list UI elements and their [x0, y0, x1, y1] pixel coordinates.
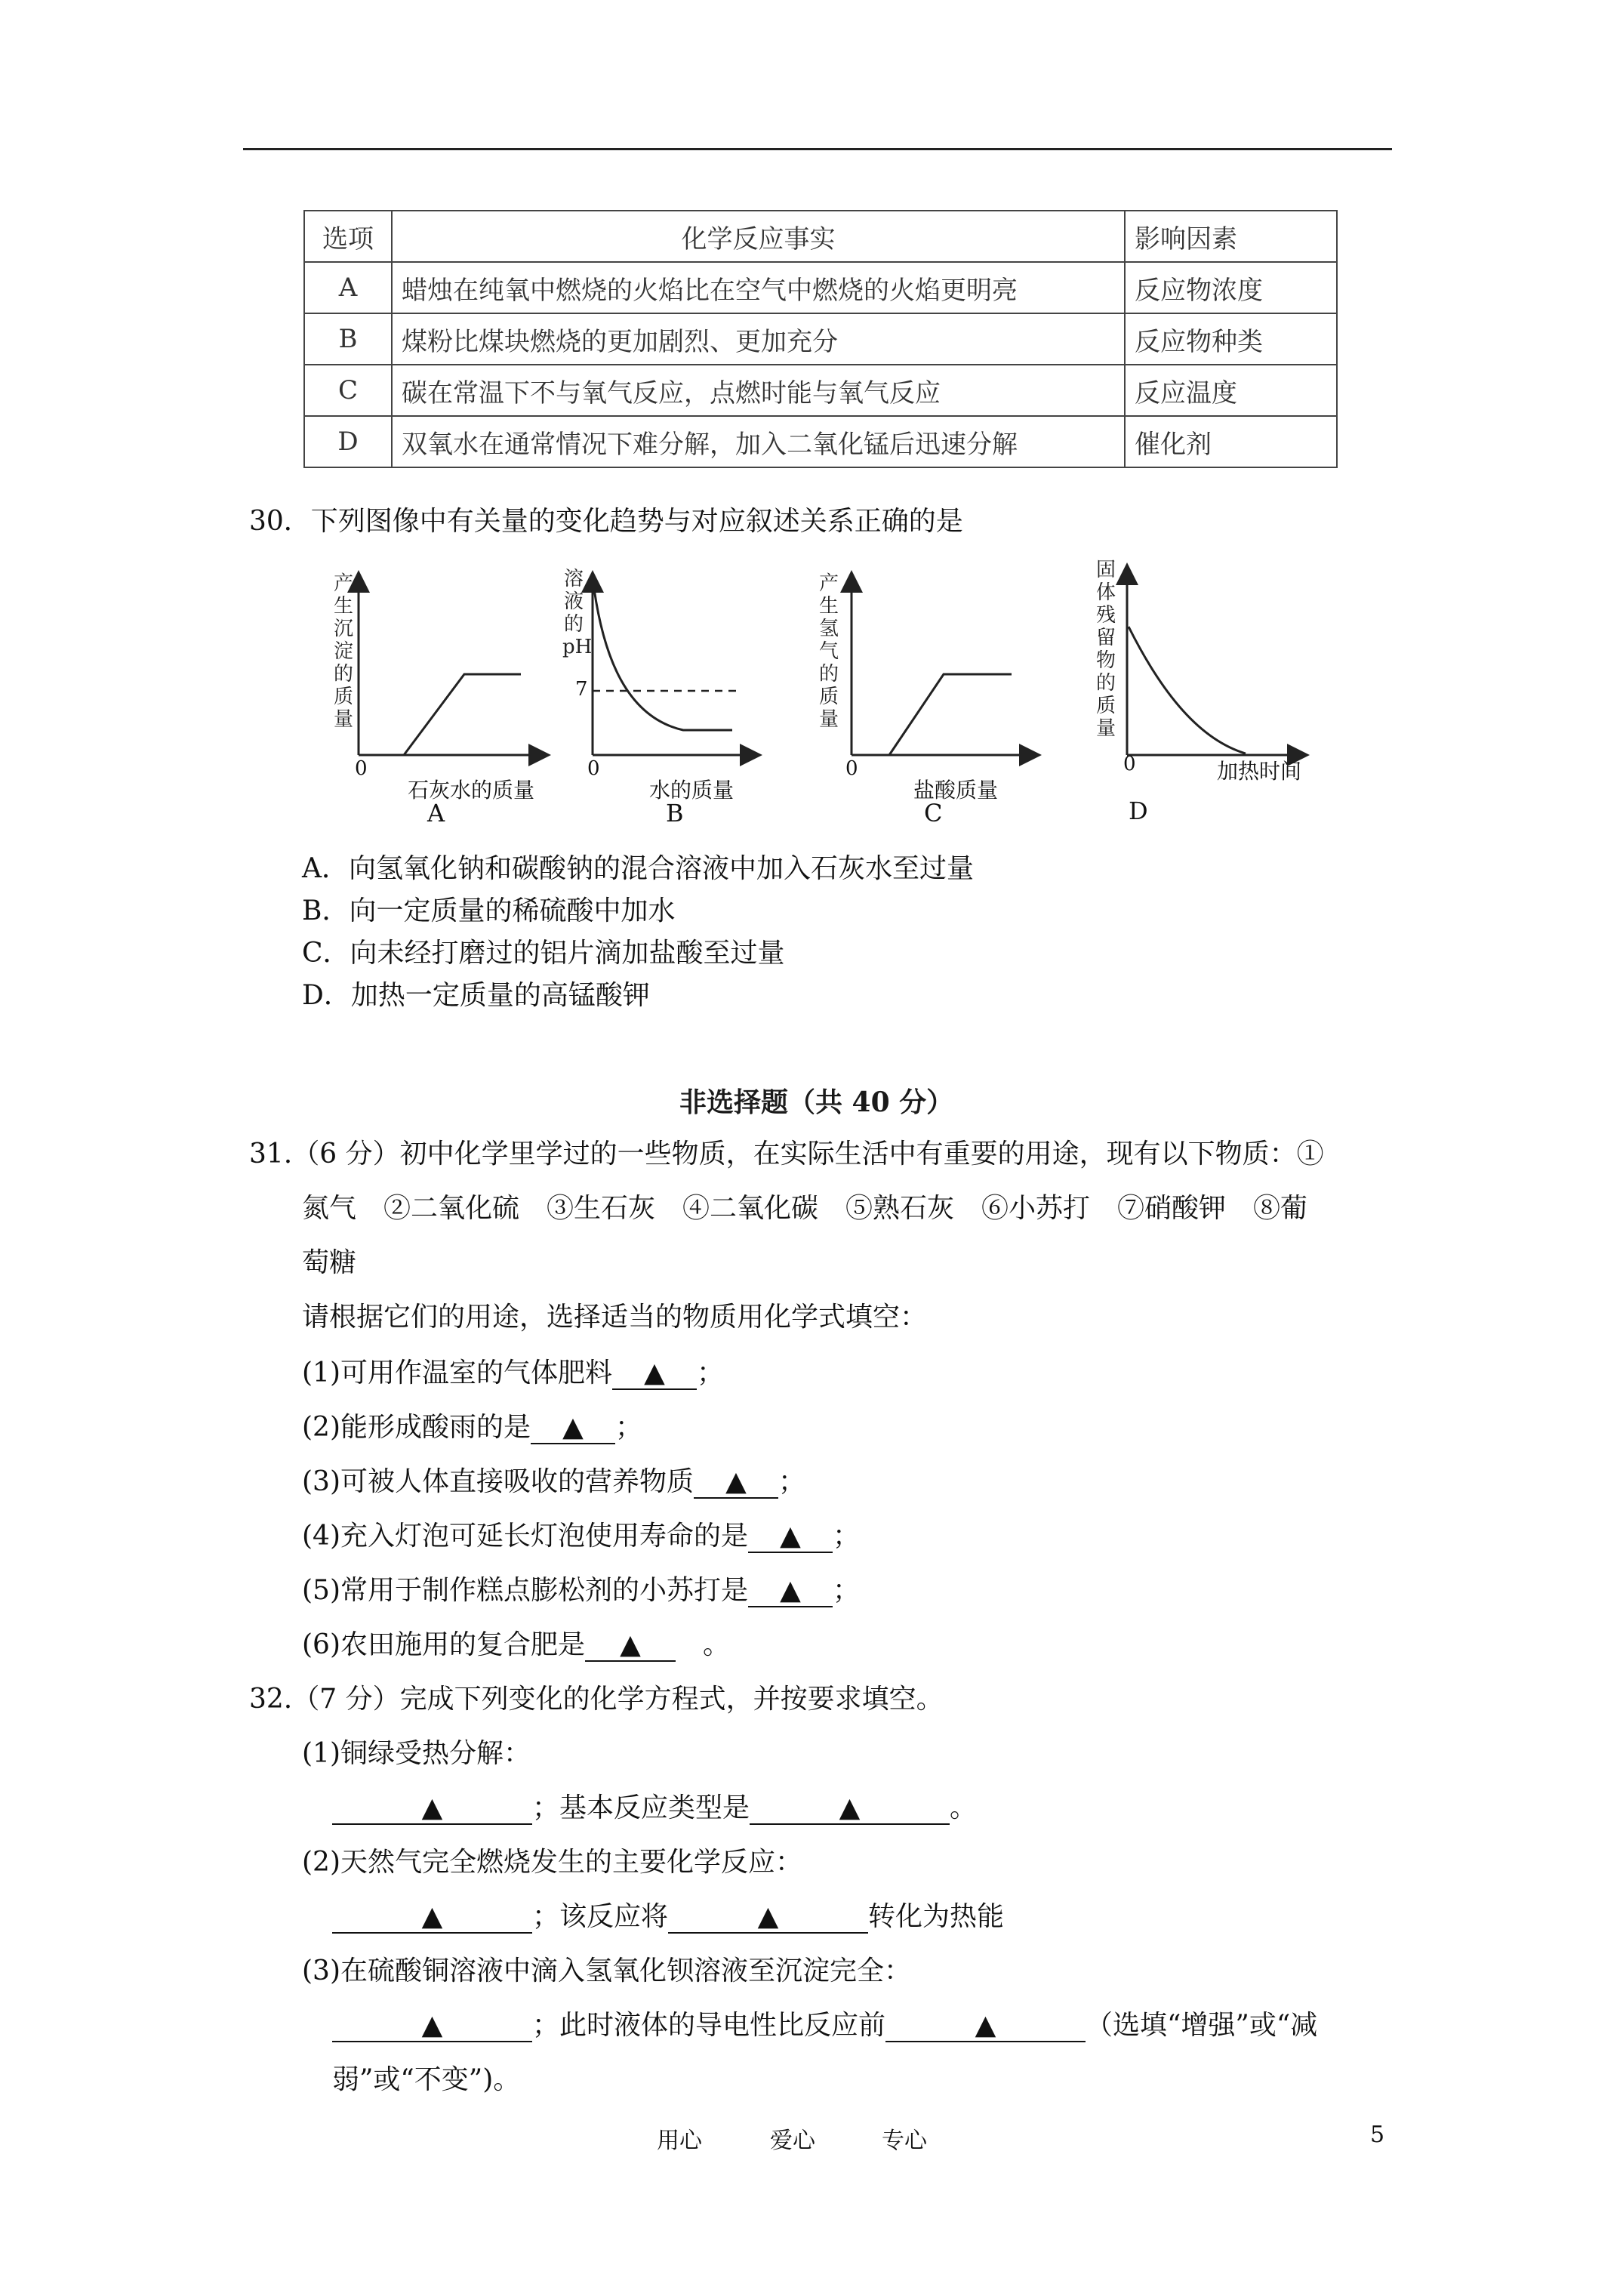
graph-c-curve — [889, 674, 1012, 755]
page-number: 5 — [1370, 2122, 1385, 2148]
answer-blank[interactable]: ▲ — [332, 2011, 532, 2042]
table-header-cell: 选项 — [304, 211, 392, 262]
answer-blank[interactable]: ▲ — [531, 1413, 615, 1444]
q32-part3-line — [332, 2004, 1317, 2042]
table-cell: 碳在常温下不与氧气反应，点燃时能与氧气反应 — [392, 365, 1125, 416]
graph-a-curve — [404, 674, 521, 755]
q32-part3-title: (3)在硫酸铜溶液中滴入氢氧化钡溶液至沉淀完全： — [302, 1955, 911, 1986]
section-title: 非选择题（共 40 分） — [679, 1086, 954, 1118]
graph-d-xlabel: 加热时间 — [1217, 759, 1302, 784]
item-text: (3)可被人体直接吸收的营养物质 — [302, 1466, 694, 1497]
item-text: (2)能形成酸雨的是 — [302, 1412, 531, 1443]
graph-c-origin: 0 — [845, 757, 858, 780]
q31-item — [302, 1515, 860, 1553]
q32-part3-end: （选填“增强”或“减 — [1086, 2010, 1318, 2041]
graph-b-ylabel: 溶液的pH — [562, 568, 593, 658]
q32-part2-line — [332, 1895, 1004, 1934]
item-end: ； — [833, 1521, 861, 1552]
answer-blank[interactable]: ▲ — [332, 1902, 532, 1934]
q30-option-b: B．向一定质量的稀硫酸中加水 — [302, 895, 676, 926]
q31-instruction: 请根据它们的用途，选择适当的物质用化学式填空： — [302, 1302, 928, 1333]
graph-c-ylabel: 产生氢气的质量 — [818, 572, 839, 731]
graph-b-letter: B — [666, 799, 684, 827]
answer-blank[interactable]: ▲ — [585, 1630, 676, 1662]
table-cell: B — [304, 313, 392, 365]
item-end: ； — [833, 1575, 861, 1606]
q31-line3: 萄糖 — [302, 1247, 357, 1278]
q32-part3-mid: ；此时液体的导电性比反应前 — [532, 2010, 886, 2041]
q32-part2-title: (2)天然气完全燃烧发生的主要化学反应： — [302, 1847, 802, 1878]
answer-blank[interactable]: ▲ — [750, 1793, 950, 1825]
q30-option-c: C．向未经打磨过的铝片滴加盐酸至过量 — [302, 938, 785, 969]
table-cell: 蜡烛在纯氧中燃烧的火焰比在空气中燃烧的火焰更明亮 — [392, 262, 1125, 313]
item-end: ； — [778, 1466, 806, 1497]
q32-part1-mid: ；基本反应类型是 — [532, 1792, 750, 1823]
q31-item — [302, 1351, 724, 1390]
graph-d-origin: 0 — [1123, 753, 1136, 775]
item-text: (6)农田施用的复合肥是 — [302, 1629, 585, 1660]
q31-item — [302, 1460, 805, 1499]
item-end: ； — [615, 1412, 643, 1443]
graph-d-letter: D — [1129, 797, 1148, 825]
q30-stem: 30．下列图像中有关量的变化趋势与对应叙述关系正确的是 — [249, 506, 963, 537]
q32-stem: 32.（7 分）完成下列变化的化学方程式，并按要求填空。 — [249, 1684, 944, 1715]
q31-item — [302, 1406, 642, 1444]
graph-d-curve — [1129, 627, 1246, 754]
answer-blank[interactable]: ▲ — [748, 1521, 833, 1553]
item-end: 。 — [676, 1629, 731, 1660]
footer-word: 爱心 — [770, 2128, 815, 2154]
table-cell: D — [304, 416, 392, 467]
item-text: (4)充入灯泡可延长灯泡使用寿命的是 — [302, 1521, 748, 1552]
graph-b-curve — [594, 589, 732, 730]
q30-graphs — [0, 0, 1623, 846]
footer-word: 专心 — [882, 2128, 927, 2154]
graph-b-origin: 0 — [587, 757, 600, 780]
table-cell: 催化剂 — [1125, 416, 1337, 467]
q31-line1: 31.（6 分）初中化学里学过的一些物质，在实际生活中有重要的用途，现有以下物质：① — [249, 1139, 1324, 1170]
q32-part1-end: 。 — [950, 1792, 978, 1823]
graph-b — [593, 581, 751, 755]
graph-b-ref-tick: 7 — [575, 678, 588, 701]
table-cell: 反应物种类 — [1125, 313, 1337, 365]
item-text: (5)常用于制作糕点膨松剂的小苏打是 — [302, 1575, 748, 1606]
q30-option-a: A．向氢氧化钠和碳酸钠的混合溶液中加入石灰水至过量 — [302, 853, 974, 884]
q32-part3-line2: 弱”或“不变”)。 — [332, 2064, 521, 2095]
table-cell: 双氧水在通常情况下难分解，加入二氧化锰后迅速分解 — [392, 416, 1125, 467]
graph-b-xlabel: 水的质量 — [649, 778, 735, 803]
table-cell: 煤粉比煤块燃烧的更加剧烈、更加充分 — [392, 313, 1125, 365]
item-end: ； — [697, 1358, 725, 1388]
answer-blank[interactable]: ▲ — [332, 1793, 532, 1825]
answer-blank[interactable]: ▲ — [694, 1467, 778, 1499]
table-cell: C — [304, 365, 392, 416]
q32-part2-end: 转化为热能 — [868, 1901, 1005, 1932]
table-header-cell: 化学反应事实 — [392, 211, 1125, 262]
graph-c-xlabel: 盐酸质量 — [913, 778, 999, 803]
graph-d — [1127, 574, 1298, 755]
graph-c-letter: C — [924, 799, 943, 827]
footer-word: 用心 — [657, 2128, 702, 2154]
table-cell: 反应温度 — [1125, 365, 1337, 416]
graph-a — [359, 581, 540, 755]
q31-item — [302, 1569, 860, 1607]
q31-line2: 氮气 ②二氧化硫 ③生石灰 ④二氧化碳 ⑤熟石灰 ⑥小苏打 ⑦硝酸钾 ⑧葡 — [302, 1193, 1308, 1224]
q31-item — [302, 1623, 730, 1662]
answer-blank[interactable]: ▲ — [668, 1902, 868, 1934]
q30-option-d: D．加热一定质量的高锰酸钾 — [302, 980, 650, 1011]
graph-a-xlabel: 石灰水的质量 — [408, 778, 535, 803]
table-header-cell: 影响因素 — [1125, 211, 1337, 262]
graph-a-ylabel: 产生沉淀的质量 — [333, 572, 353, 731]
item-text: (1)可用作温室的气体肥料 — [302, 1358, 612, 1388]
graph-d-ylabel: 固体残留物的质量 — [1095, 559, 1116, 740]
q32-part2-mid: ；该反应将 — [532, 1901, 669, 1932]
graph-a-origin: 0 — [355, 757, 368, 780]
q32-part1-title: (1)铜绿受热分解： — [302, 1738, 531, 1769]
graph-c — [852, 581, 1030, 755]
graph-a-letter: A — [427, 799, 445, 827]
table-cell: 反应物浓度 — [1125, 262, 1337, 313]
q32-part1-line — [332, 1786, 977, 1825]
answer-blank[interactable]: ▲ — [885, 2011, 1086, 2042]
answer-blank[interactable]: ▲ — [612, 1358, 697, 1390]
table-cell: A — [304, 262, 392, 313]
answer-blank[interactable]: ▲ — [748, 1576, 833, 1607]
